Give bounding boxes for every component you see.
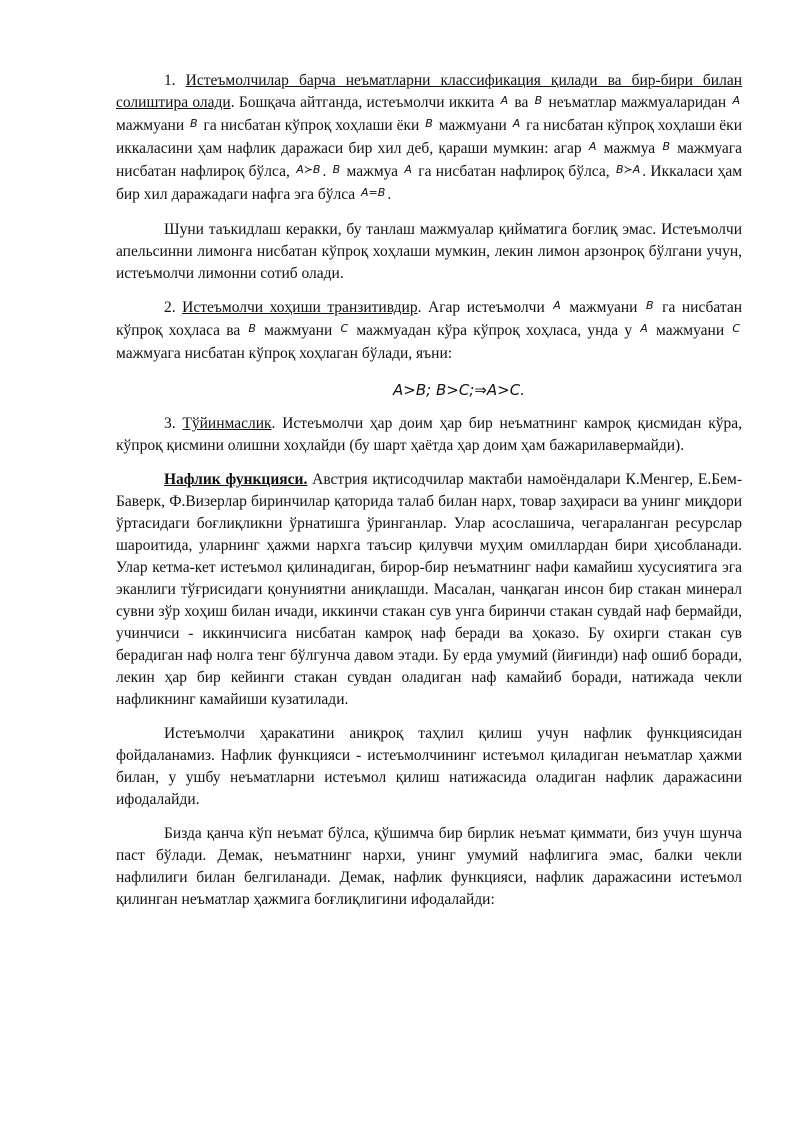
text-run: . Иккаласи ҳам бир хил даражадаги нафга эга бўлса [116, 163, 743, 203]
text-run: Австрия иқтисодчилар мактаби намоёндалари К.Менгер, Е.Бем-Баверк, Ф.Визерлар биринчилар қаторида талаб билан нарх, товар заҳираси ва унинг миқдори ўртасидаги боғлиқликни ўрнатишга ўринганлар. Улар асослашича, чегараланган ресурслар шароитида, уларнинг ҳажми нархга таъсир қилувчи муҳим омиллардан бири ҳисобланади. Улар кетма-кет истеъмол қилинадиган, бирор-бир неъматнинг нафи камайиш хусусиятига эга эканлиги тўғрисидаги қонуниятни аниқлашди. Масалан, чанқаган инсон бир стакан минерал сувни зўр хоҳиш билан ичади, иккинчи стакан сув унга биринчи стакан сувдай наф бермайди, учинчиси - иккинчисига нисбатан камроқ наф беради ва ҳоказо. Бу охирги стакан сув берадиган наф нолга тенг бўлгунча давом этади. Бу ерда умумий (йиғинди) наф ошиб боради, лекин ҳар бир кейинги стакан сувдан оладиган наф камайиб боради, натижада чекли нафликнинг камайиши кузатилади. [116, 471, 742, 708]
item-number: 1. [164, 72, 186, 89]
text-run: га нисбатан кўпроқ хоҳласа ва [116, 299, 743, 339]
paragraph-choice-note: Шуни таъкидлаш керакки, бу танлаш мажмуалар қийматига боғлиқ эмас. Истеъмолчи апельсинни лимонга нисбатан кўпроқ хоҳлаши мумкин, лекин лимон арзонроқ бўлгани учун, истеъмолчи лимонни сотиб олади. [116, 221, 742, 282]
math-symbol: B [534, 94, 543, 107]
text-run: мажмуа [342, 163, 403, 180]
text-run: га нисбатан кўпроқ хоҳлаши ёки [199, 117, 424, 134]
math-symbol: A [500, 94, 509, 107]
text-run: мажмуадан кўра кўпроқ хоҳласа, унда у [350, 322, 639, 339]
text-run: мажмуани [116, 117, 189, 134]
paragraph-utility-definition: Истеъмолчи ҳаракатини аниқроқ таҳлил қилиш учун нафлик функциясидан фойдаланамиз. Нафлик функцияси - истеъмолчининг истеъмол қиладиган неъматлар ҳажми билан, у ушбу неъматларни истеъмол қилиш натижасида оладиган нафлик даражасини ифодалайди. [116, 725, 742, 808]
math-symbol: A [640, 322, 648, 335]
math-symbol: B [425, 117, 433, 130]
paragraph-marginal-utility: Бизда қанча кўп неъмат бўлса, қўшимча бир бирлик неъмат қиммати, биз учун шунча паст бўлади. Демак, неъматнинг нархи, унинг умумий нафлигига эмас, балки чекли нафлилиги билан белгиланади. Демак, нафлик функцияси, нафлик даражасини истеъмол қилинган неъматлар ҳажмига боғлиқлигини ифодалайди: [116, 825, 742, 908]
math-symbol: B≻A [615, 163, 641, 176]
math-symbol: C [732, 322, 741, 335]
text-run: . Бошқача айтганда, истеъмолчи иккита [230, 94, 499, 111]
paragraph-utility-function [116, 469, 742, 711]
underlined-heading: Тўйинмаслик [182, 415, 272, 432]
item-number: 3. [164, 415, 183, 432]
text-run: га нисбатан нафлироқ бўлса, [413, 163, 614, 180]
math-symbol: A≻B [296, 163, 321, 176]
text-run: мажмуани [649, 322, 731, 339]
text-run: неъматлар мажмуаларидан [544, 94, 731, 111]
math-symbol: B [190, 117, 198, 130]
underlined-heading: Истеъмолчи хоҳиши транзитивдир [182, 299, 418, 316]
underlined-heading: Истеъмолчилар барча неъматларни классификация қилади ва бир-бири билан солиштира олади [116, 72, 742, 111]
text-run: га нисбатан кўпроқ хоҳлаши ёки иккаласини ҳам нафлик даражаси бир хил деб, қараши мумкин: агар [116, 117, 742, 157]
math-symbol: A [732, 94, 741, 107]
math-symbol: A [553, 299, 561, 312]
math-symbol: A [404, 163, 412, 176]
text-run: . [322, 163, 331, 180]
math-symbol: C [340, 322, 349, 335]
math-symbol: B [662, 140, 670, 153]
math-symbol: A [512, 117, 521, 130]
text-run: мажмуага нисбатан кўпроқ хоҳлаган бўлади, яъни: [116, 345, 453, 362]
text-run: мажмуа [598, 140, 661, 157]
paragraph-transitivity [116, 297, 742, 365]
math-symbol: A=B [361, 186, 386, 199]
text-run: ва [510, 94, 533, 111]
text-run: . Истеъмолчи ҳар доим ҳар бир неъматнинг камроқ қисмидан кўра, кўпроқ қисмини олишни хоҳлайди (бу шарт ҳаётда ҳар доим ҳам бажарилавермайди). [116, 415, 742, 454]
text-run: . [387, 186, 392, 203]
text-run: мажмуани [434, 117, 511, 134]
paragraph-nonsatiation [116, 413, 742, 457]
math-symbol: B [646, 299, 654, 312]
text-run: . Агар истеъмолчи [417, 299, 552, 316]
paragraph-classification [116, 70, 742, 207]
math-symbol: B [248, 322, 256, 335]
text-run: мажмуага нисбатан нафлироқ бўлса, [116, 140, 742, 180]
text-run: мажмуани [257, 322, 339, 339]
item-number: 2. [164, 299, 183, 316]
section-heading: Нафлик функцияси. [164, 471, 308, 488]
transitivity-formula: A>B; B>C;⇒A>C. [393, 381, 525, 399]
math-symbol: A [588, 140, 597, 153]
document-page [116, 70, 742, 911]
math-symbol: B [332, 163, 341, 176]
text-run: мажмуани [562, 299, 644, 316]
